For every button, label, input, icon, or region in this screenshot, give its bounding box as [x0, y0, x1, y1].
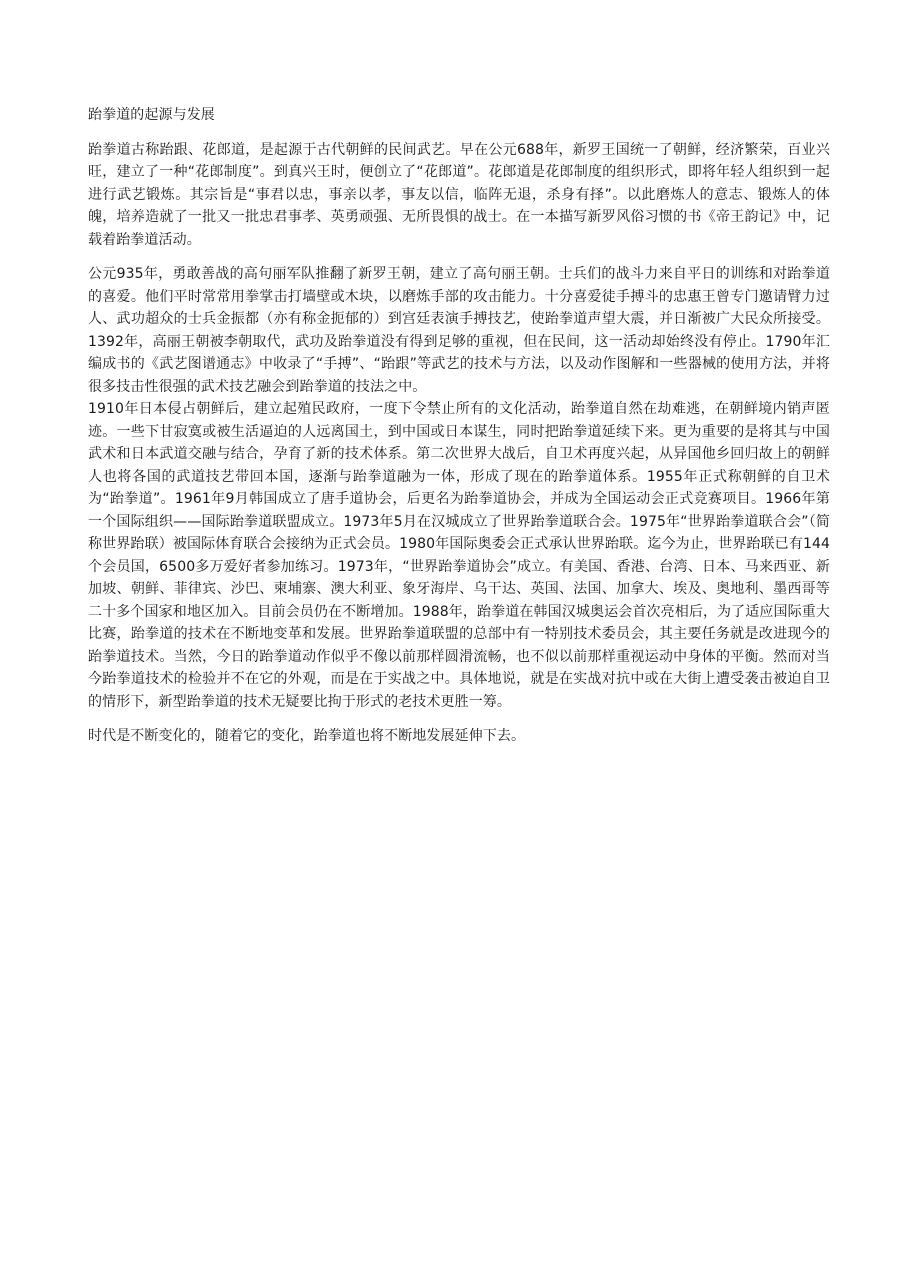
paragraph-origin: 跆拳道古称跆跟、花郎道，是起源于古代朝鲜的民间武艺。早在公元688年，新罗王国统一了朝鲜，经济繁荣，百业兴旺，建立了一种“花郎制度”。到真兴王时，便创立了“花郎道”。花郎道是花郎制度的组织形式，即将年轻人组织到一起进行武艺锻炼。其宗旨是“事君以忠，事亲以孝，事友以信，临阵无退，杀身有择”。以此磨炼人的意志、锻炼人的体魄，培养造就了一批又一批忠君事孝、英勇顽强、无所畏惧的战士。在一本描写新罗风俗习惯的书《帝王韵记》中，记载着跆拳道活动。 — [88, 141, 830, 248]
paragraph-conclusion: 时代是不断变化的，随着它的变化，跆拳道也将不断地发展延伸下去。 — [88, 728, 526, 744]
document-title: 跆拳道的起源与发展 — [88, 107, 215, 123]
document-page — [88, 104, 830, 760]
paragraph-modern: 1910年日本侵占朝鲜后，建立起殖民政府，一度下令禁止所有的文化活动，跆拳道自然在劫难逃，在朝鲜境内销声匿迹。一些下甘寂寞或被生活逼迫的人远离国土，到中国或日本谋生，同时把跆拳道延续下来。更为重要的是将其与中国武术和日本武道交融与结合，孕育了新的技术体系。第二次世界大战后，自卫术再度兴起，从异国他乡回归故上的朝鲜人也将各国的武道技艺带回本国，逐渐与跆拳道融为一体，形成了现在的跆拳道体系。1955年正式称朝鲜的自卫术为“跆拳道”。1961年9月韩国成立了唐手道协会，后更名为跆拳道协会，并成为全国运动会正式竞赛项目。1966年第一个国际组织——国际跆拳道联盟成立。1973年5月在汉城成立了世界跆拳道联合会。1975年“世界跆拳道联合会”（简称世界跆联）被国际体育联合会接纳为正式会员。1980年国际奥委会正式承认世界跆联。迄今为止，世界跆联已有144个会员国，6500多万爱好者参加练习。1973年，“世界跆拳道协会”成立。有美国、香港、台湾、日本、马来西亚、新加坡、朝鲜、菲律宾、沙巴、柬埔寨、澳大利亚、象牙海岸、乌干达、英国、法国、加拿大、埃及、奥地利、墨西哥等二十多个国家和地区加入。目前会员仍在不断增加。1988年，跆拳道在韩国汉城奥运会首次亮相后，为了适应国际重大比赛，跆拳道的技术在不断地变革和发展。世界跆拳道联盟的总部中有一特别技术委员会，其主要任务就是改进现今的跆拳道技术。当然，今日的跆拳道动作似乎不像以前那样圆滑流畅，也不似以前那样重视运动中身体的平衡。然而对当今跆拳道技术的检验并不在它的外观，而是在于实战之中。具体地说，就是在实战对抗中或在大街上遭受袭击被迫自卫的情形下，新型跆拳道的技术无疑要比拘于形式的老技术更胜一筹。 — [88, 401, 830, 710]
paragraph-goryeo: 公元935年，勇敢善战的高句丽军队推翻了新罗王朝，建立了高句丽王朝。士兵们的战斗力来自平日的训练和对跆拳道的喜爱。他们平时常常用拳掌击打墙壁或木块，以磨炼手部的攻击能力。十分喜爱徒手搏斗的忠惠王曾专门邀请臂力过人、武功超众的士兵金振都（亦有称金扼郁的）到宫廷表演手搏技艺，使跆拳道声望大震，并日渐被广大民众所接受。1392年，高丽王朝被李朝取代，武功及跆拳道没有得到足够的重视，但在民间，这一活动却始终没有停止。1790年汇编成书的《武艺图谱通志》中收录了“手搏”、“跆跟”等武艺的技术与方法，以及动作图解和一些器械的使用方法，并将很多技击性很强的武术技艺融会到跆拳道的技法之中。 — [88, 266, 830, 395]
